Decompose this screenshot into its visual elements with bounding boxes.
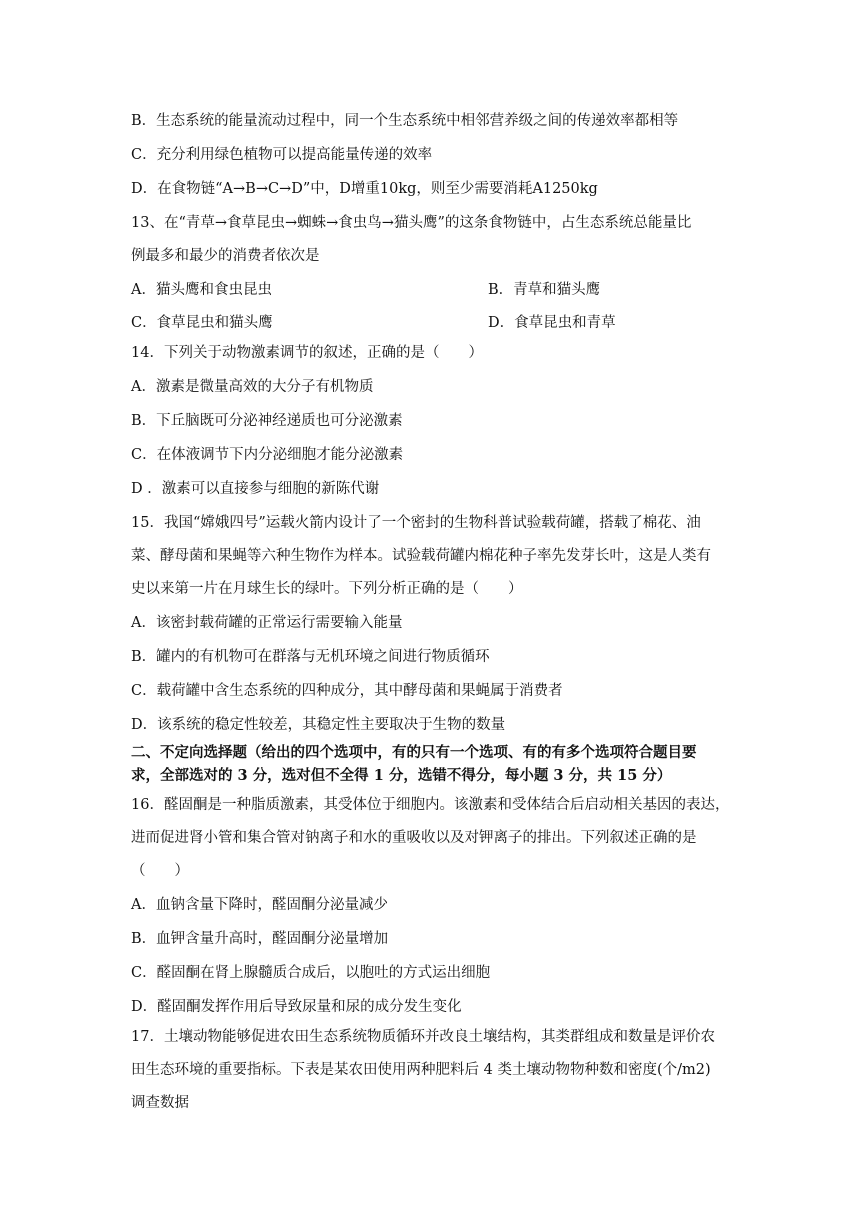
q13-option-b: B．青草和猫头鹰 [488, 282, 601, 298]
q17-stem-line3: 调查数据 [131, 1095, 189, 1111]
q13-options-row1 [131, 280, 601, 300]
q14-stem: 14．下列关于动物激素调节的叙述，正确的是（ ） [131, 345, 483, 361]
q17-stem-line2: 田生态环境的重要指标。下表是某农田使用两种肥料后 4 类土壤动物物种数和密度(个/m2) [131, 1062, 711, 1078]
q13-option-a: A．猫头鹰和食虫昆虫 [131, 282, 272, 298]
q16-option-b: B．血钾含量升高时，醛固酮分泌量增加 [131, 931, 389, 947]
q15-stem-line1: 15．我国“嫦娥四号”运载火箭内设计了一个密封的生物科普试验载荷罐，搭载了棉花、油 [131, 515, 701, 531]
q14-option-d: D ．激素可以直接参与细胞的新陈代谢 [131, 481, 380, 497]
q16-option-c: C．醛固酮在肾上腺髓质合成后，以胞吐的方式运出细胞 [131, 965, 491, 981]
q15-option-b: B．罐内的有机物可在群落与无机环境之间进行物质循环 [131, 649, 490, 665]
section2-heading-line1: 二、不定向选择题（给出的四个选项中，有的只有一个选项、有的有多个选项符合题目要 [131, 744, 697, 761]
q13-stem-line2: 例最多和最少的消费者依次是 [131, 248, 320, 264]
section2-heading-line2: 求，全部选对的 3 分，选对但不全得 1 分，选错不得分，每小题 3 分，共 15 分） [131, 767, 672, 784]
q17-stem-line1: 17．土壤动物能够促进农田生态系统物质循环并改良土壤结构，其类群组成和数量是评价农 [131, 1029, 715, 1045]
q12-option-d: D．在食物链“A→B→C→D”中，D增重10kg，则至少需要消耗A1250kg [131, 181, 598, 197]
q16-option-d: D．醛固酮发挥作用后导致尿量和尿的成分发生变化 [131, 999, 462, 1015]
q12-option-c: C．充分利用绿色植物可以提高能量传递的效率 [131, 147, 433, 163]
q15-option-c: C．载荷罐中含生态系统的四种成分，其中酵母菌和果蝇属于消费者 [131, 683, 563, 699]
q12-option-b: B．生态系统的能量流动过程中，同一个生态系统中相邻营养级之间的传递效率都相等 [131, 113, 679, 129]
q13-option-d: D．食草昆虫和青草 [488, 315, 616, 331]
q14-option-c: C．在体液调节下内分泌细胞才能分泌激素 [131, 447, 404, 463]
q14-option-b: B．下丘脑既可分泌神经递质也可分泌激素 [131, 413, 403, 429]
q16-stem-line3: （ ） [131, 863, 189, 879]
q15-option-a: A．该密封载荷罐的正常运行需要输入能量 [131, 615, 403, 631]
q16-stem-line1: 16．醛固酮是一种脂质激素，其受体位于细胞内。该激素和受体结合后启动相关基因的表达， [131, 797, 730, 813]
q14-option-a: A．激素是微量高效的大分子有机物质 [131, 379, 374, 395]
q13-options-row2 [131, 313, 616, 333]
q15-stem-line2: 菜、酵母菌和果蝇等六种生物作为样本。试验载荷罐内棉花种子率先发芽长叶，这是人类有 [131, 548, 711, 564]
q16-option-a: A．血钠含量下降时，醛固酮分泌量减少 [131, 897, 388, 913]
q13-option-c: C．食草昆虫和猫头鹰 [131, 315, 273, 331]
q15-stem-line3: 史以来第一片在月球生长的绿叶。下列分析正确的是（ ） [131, 581, 523, 597]
q16-stem-line2: 进而促进肾小管和集合管对钠离子和水的重吸收以及对钾离子的排出。下列叙述正确的是 [131, 830, 697, 846]
q15-option-d: D．该系统的稳定性较差，其稳定性主要取决于生物的数量 [131, 717, 506, 733]
q13-stem-line1: 13、在“青草→食草昆虫→蜘蛛→食虫鸟→猫头鹰”的这条食物链中，占生态系统总能量比 [131, 215, 692, 231]
